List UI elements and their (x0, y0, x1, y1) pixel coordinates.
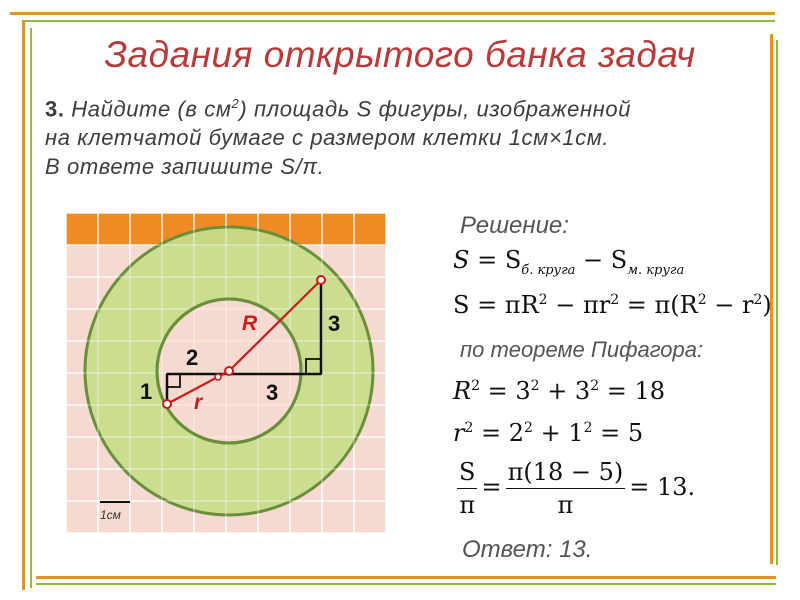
problem-number: 3. (45, 96, 65, 122)
frame-left-orange (22, 20, 25, 590)
problem-line-3: В ответе запишите S/π. (45, 154, 325, 180)
formula-area-difference: $S = S_{б. круга} - S_{м. круга}$ (453, 246, 685, 278)
frame-bottom-green (36, 583, 776, 585)
answer-text: Ответ: 13. (462, 536, 593, 563)
problem-statement (45, 89, 765, 181)
fraction-S-over-pi: $\frac{S}{\pi}$ (459, 458, 476, 519)
scale-label: 1см (100, 508, 121, 522)
formula-R-squared: $R^2 = 3^2 + 3^2 = 18$ (453, 377, 666, 405)
frame-bottom-orange (36, 576, 776, 579)
mid-point (215, 374, 221, 380)
outer-point (317, 276, 325, 284)
problem-line-1: 3. Найдите (в $см^2$) площадь S фигуры, изображенной (45, 96, 632, 122)
formula-final-ratio: $\frac{S}{\pi}$ = $\frac{\pi(18 - 5)}{\pi}$ = 13. (459, 458, 696, 519)
ring-figure (66, 213, 388, 535)
solution-heading: Решение: (460, 212, 569, 239)
label-R: R (242, 312, 258, 335)
center-point (225, 367, 233, 375)
frame-left-green (30, 28, 32, 588)
frame-right-green (776, 40, 778, 565)
fraction-pi-expression: $\frac{\pi(18 - 5)}{\pi}$ (507, 458, 624, 519)
label-r: r (194, 391, 203, 414)
formula-area-expanded: $S = \pi R^2 - \pi r^2 = \pi(R^2 - r^2)$ (453, 291, 772, 319)
formula-r-squared: $r^2 = 2^2 + 1^2 = 5$ (453, 419, 644, 447)
problem-line-2: на клетчатой бумаге с размером клетки 1см×1см. (45, 125, 610, 151)
label-1: 1 (140, 379, 153, 404)
frame-top-orange (10, 12, 775, 15)
pythagoras-heading: по теореме Пифагора: (460, 337, 704, 362)
slide-title: Задания открытого банка задач (104, 34, 696, 75)
label-3-vertical: 3 (328, 311, 341, 336)
label-2: 2 (186, 345, 199, 370)
inner-point (163, 400, 171, 408)
label-3-horizontal: 3 (266, 380, 279, 405)
frame-top-green (22, 20, 775, 22)
